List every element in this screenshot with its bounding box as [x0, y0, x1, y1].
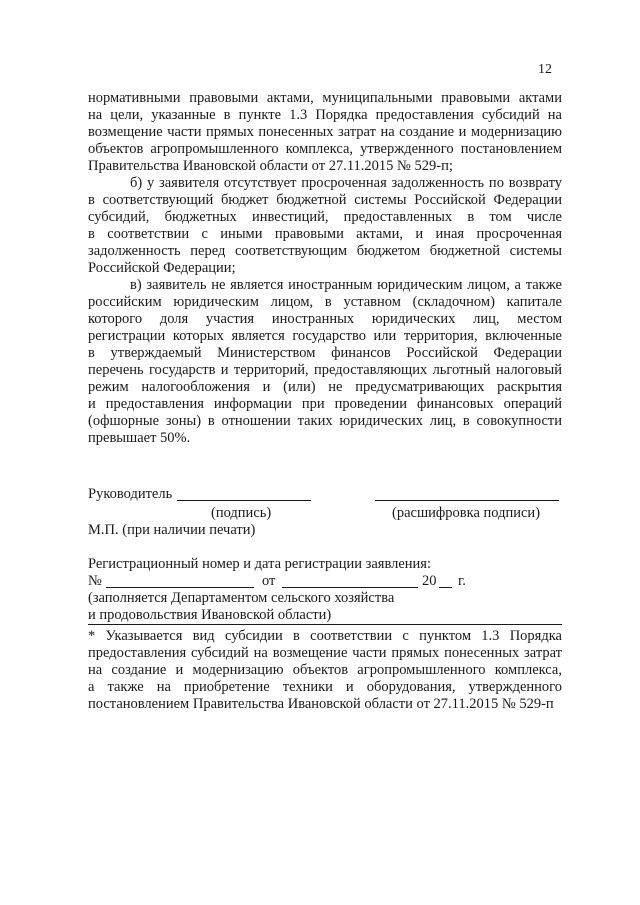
footnote-line: * Указывается вид субсидии в соответствии с пунктом 1.3 Порядка: [88, 628, 562, 644]
text-line: которого доля участия иностранных юридических лиц, местом: [88, 311, 562, 327]
registration-number-field[interactable]: [106, 587, 254, 588]
footnote-line: на создание и модернизацию объектов агропромышленного комплекса,: [88, 662, 562, 678]
footnote-line: а также на приобретение техники и оборудования, утвержденного: [88, 679, 562, 695]
text-line: объектов агропромышленного комплекса, утвержденного постановлением: [88, 141, 562, 157]
text-line: в) заявитель не является иностранным юридическим лицом, а также: [130, 277, 562, 293]
text-line: задолженность перед соответствующим бюджетом бюджетной системы: [88, 243, 562, 259]
text-line: и предоставления информации при проведении финансовых операций: [88, 396, 562, 412]
text-line: режим налогообложения и (или) не предусматривающих раскрытия: [88, 379, 562, 395]
text-line: Правительства Ивановской области от 27.11.2015 № 529-п;: [88, 158, 453, 174]
text-line: субсидий, бюджетных инвестиций, предоставленных в том числе: [88, 209, 562, 225]
from-label: от: [262, 573, 276, 589]
text-line: на цели, указанные в пункте 1.3 Порядка предоставления субсидий на: [88, 107, 562, 123]
fill-note-line: и продовольствия Ивановской области): [88, 607, 332, 623]
head-label: Руководитель: [88, 486, 173, 502]
text-line: в утверждаемый Министерством финансов Российской Федерации: [88, 345, 562, 361]
footnote-separator: [88, 624, 562, 625]
text-line: нормативными правовыми актами, муниципальными правовыми актами: [88, 90, 562, 106]
page-number: 12: [538, 62, 552, 77]
text-line: возмещение части прямых понесенных затрат на создание и модернизацию: [88, 124, 562, 140]
registration-date-field[interactable]: [282, 587, 418, 588]
text-line: российским юридическим лицом, в уставном (складочном) капитале: [88, 294, 562, 310]
decoding-caption: (расшифровка подписи): [392, 505, 541, 521]
footnote-line: постановлением Правительства Ивановской области от 27.11.2015 № 529-п: [88, 696, 554, 712]
text-line: перечень государств и территорий, предоставляющих льготный налоговый: [88, 362, 562, 378]
text-line: в соответствии с иными правовыми актами, и иная просроченная: [88, 226, 562, 242]
text-line: в соответствующий бюджет бюджетной системы Российской Федерации: [88, 192, 562, 208]
footnote-line: предоставления субсидий на возмещение части прямых понесенных затрат: [88, 645, 562, 661]
number-label: №: [88, 573, 102, 589]
registration-year-field[interactable]: [439, 587, 452, 588]
signature-decoding-field[interactable]: [375, 500, 559, 501]
text-line: (офшорные зоны) в отношении таких юридических лиц, в совокупности: [88, 413, 562, 429]
year-suffix: г.: [458, 573, 466, 589]
text-line: Российской Федерации;: [88, 260, 236, 276]
text-line: регистрации которых является государство или территория, включенные: [88, 328, 562, 344]
text-line: превышает 50%.: [88, 430, 191, 446]
fill-note-line: (заполняется Департаментом сельского хозяйства: [88, 590, 395, 606]
text-line: б) у заявителя отсутствует просроченная задолженность по возврату: [130, 175, 562, 191]
signature-caption: (подпись): [211, 505, 272, 521]
registration-title: Регистрационный номер и дата регистрации заявления:: [88, 556, 431, 572]
stamp-note: М.П. (при наличии печати): [88, 522, 256, 538]
year-prefix: 20: [422, 573, 437, 589]
signature-field[interactable]: [177, 500, 311, 501]
